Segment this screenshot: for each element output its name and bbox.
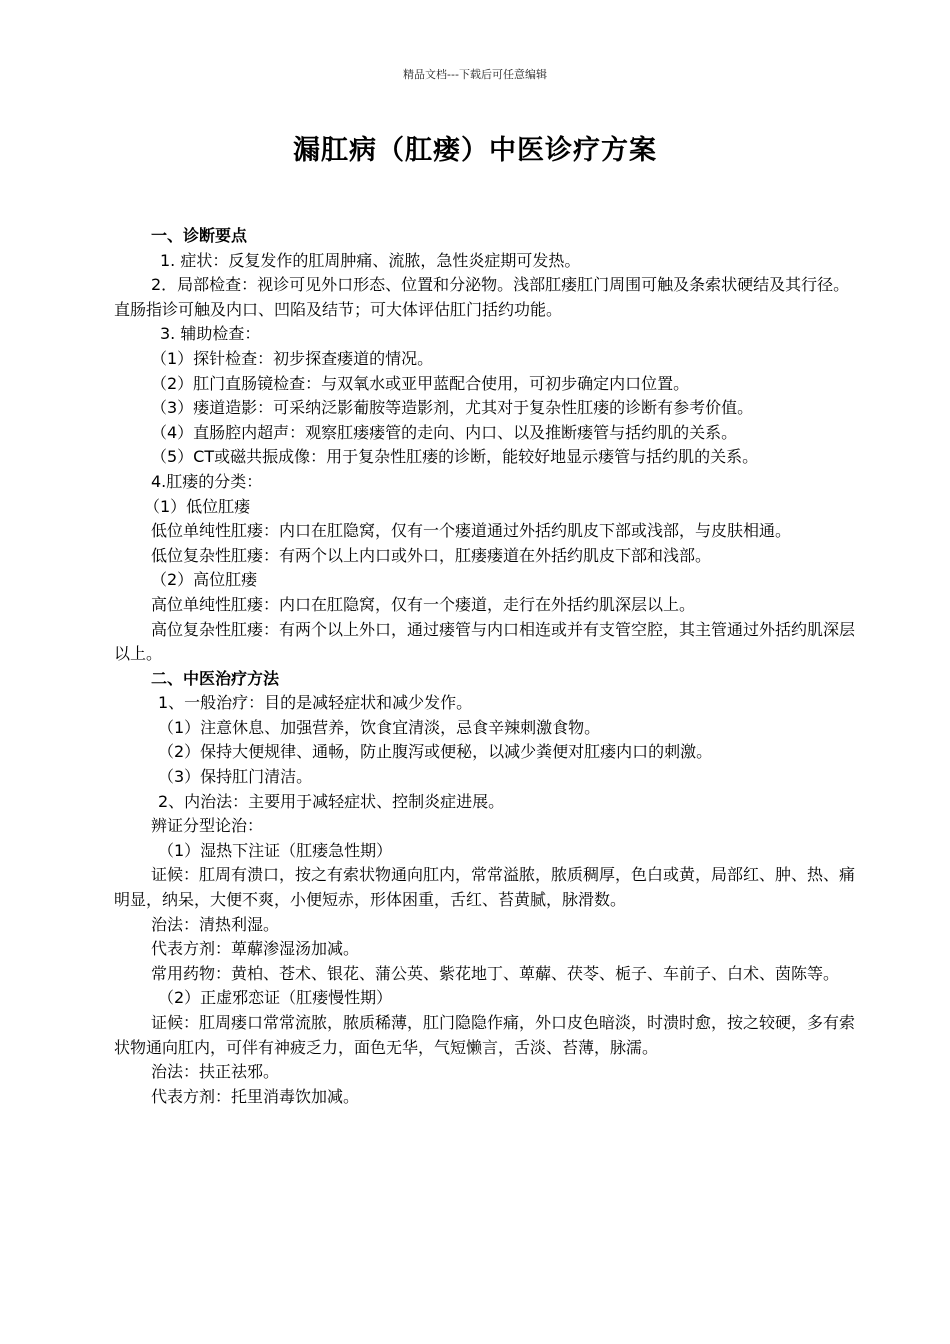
paragraph: 代表方剂：托里消毒饮加减。 xyxy=(151,1086,360,1106)
paragraph: （3）保持肛门清洁。 xyxy=(158,767,313,787)
section-heading: 二、中医治疗方法 xyxy=(151,668,280,688)
paragraph: 辨证分型论治： xyxy=(151,816,264,836)
paragraph: 低位单纯性肛瘘：内口在肛隐窝，仅有一个瘘道通过外括约肌皮下部或浅部，与皮肤相通。 xyxy=(151,521,792,541)
header-note: 精品文档---下载后可任意编辑 xyxy=(403,68,547,81)
document-title: 漏肛病（肛瘘）中医诊疗方案 xyxy=(293,135,657,166)
paragraph: 低位复杂性肛瘘：有两个以上内口或外口，肛瘘瘘道在外括约肌皮下部和浅部。 xyxy=(151,545,712,565)
section-heading: 一、诊断要点 xyxy=(151,226,248,245)
paragraph: （2）高位肛瘘 xyxy=(151,570,258,590)
paragraph: （2）保持大便规律、通畅，防止腹泻或便秘，以减少粪便对肛瘘内口的刺激。 xyxy=(158,742,713,762)
paragraph: 证候：肛周有溃口，按之有索状物通向肛内，常常溢脓，脓质稠厚，色白或黄，局部红、肿、热、痛明显，纳呆，大便不爽，小便短赤，形体困重，舌红、苔黄腻，脉滑数。 xyxy=(114,865,856,910)
paragraph: （1）注意休息、加强营养，饮食宜清淡，忌食辛辣刺激食物。 xyxy=(158,717,601,737)
paragraph: 治法：清热利湿。 xyxy=(151,914,280,934)
paragraph: 2、内治法：主要用于减轻症状、控制炎症进展。 xyxy=(158,791,505,811)
paragraph: （2）肛门直肠镜检查：与双氧水或亚甲蓝配合使用，可初步确定内口位置。 xyxy=(151,373,690,393)
paragraph: 1、一般治疗：目的是减轻症状和减少发作。 xyxy=(158,693,473,713)
paragraph: 证候：肛周瘘口常常流脓，脓质稀薄，肛门隐隐作痛，外口皮色暗淡，时溃时愈，按之较硬，多有索状物通向肛内，可伴有神疲乏力，面色无华，气短懒言，舌淡、苔薄，脉濡。 xyxy=(114,1013,856,1057)
paragraph: 3. 辅助检查： xyxy=(160,324,261,344)
paragraph: 高位复杂性肛瘘：有两个以上外口，通过瘘管与内口相连或并有支管空腔，其主管通过外括约肌深层以上。 xyxy=(114,619,856,664)
paragraph: 代表方剂：萆薢渗湿汤加减。 xyxy=(151,939,360,959)
paragraph: 常用药物：黄柏、苍术、银花、蒲公英、紫花地丁、萆薢、茯苓、栀子、车前子、白术、茵陈等。 xyxy=(151,963,840,983)
paragraph: （1）低位肛瘘 xyxy=(144,496,251,516)
paragraph: 2．局部检查：视诊可见外口形态、位置和分泌物。浅部肛瘘肛门周围可触及条索状硬结及其行径。直肠指诊可触及内口、凹陷及结节；可大体评估肛门括约功能。 xyxy=(114,275,850,319)
paragraph: 1. 症状：反复发作的肛周肿痛、流脓，急性炎症期可发热。 xyxy=(160,250,581,270)
paragraph: （2）正虚邪恋证（肛瘘慢性期） xyxy=(158,988,393,1008)
paragraph: （4）直肠腔内超声：观察肛瘘瘘管的走向、内口、以及推断瘘管与括约肌的关系。 xyxy=(151,422,738,442)
paragraph: （3）瘘道造影：可采纳泛影葡胺等造影剂，尤其对于复杂性肛瘘的诊断有参考价值。 xyxy=(151,398,754,418)
paragraph: 高位单纯性肛瘘：内口在肛隐窝，仅有一个瘘道，走行在外括约肌深层以上。 xyxy=(151,594,696,614)
paragraph: （1）探针检查：初步探查瘘道的情况。 xyxy=(151,348,434,368)
paragraph: 治法：扶正祛邪。 xyxy=(151,1062,280,1082)
paragraph: （1）湿热下注证（肛瘘急性期） xyxy=(158,840,393,860)
paragraph: （5）CT或磁共振成像：用于复杂性肛瘘的诊断，能较好地显示瘘管与括约肌的关系。 xyxy=(151,447,759,467)
document-body xyxy=(114,224,859,1109)
paragraph: 4.肛瘘的分类： xyxy=(151,471,263,491)
